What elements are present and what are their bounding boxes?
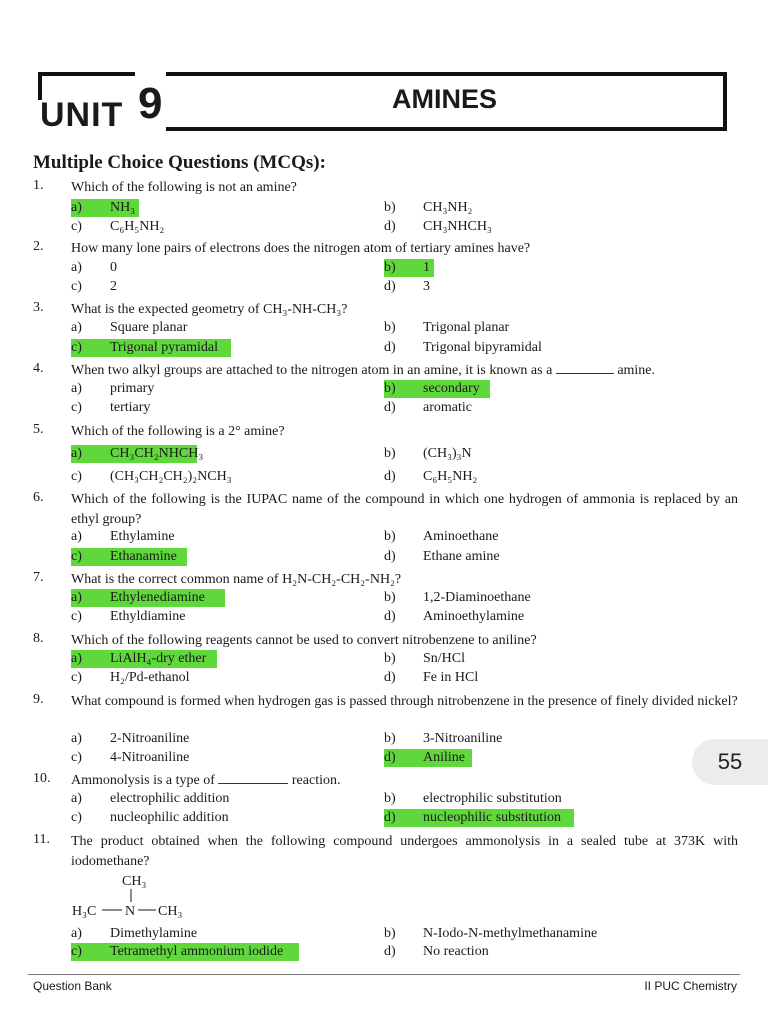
option-b: b) Trigonal planar (384, 320, 510, 335)
question-text: Which of the following is not an amine? (71, 180, 297, 195)
chemical-structure (72, 872, 202, 922)
option-d: d) Trigonal bipyramidal (384, 340, 542, 355)
footer-right: II PUC Chemistry (644, 979, 737, 993)
option-a: a) Ethylamine (71, 529, 175, 544)
footer-divider (28, 974, 740, 975)
option-c: c) Ethanamine (71, 548, 187, 566)
option-a: a) Dimethylamine (71, 926, 198, 941)
option-b: b) 3-Nitroaniline (384, 731, 503, 746)
option-a: a) Square planar (71, 320, 188, 335)
structure-diagram (72, 872, 202, 922)
structure-center: N (125, 904, 136, 919)
unit-number: 9 (138, 79, 163, 128)
option-b: b) electrophilic substitution (384, 791, 562, 806)
unit-label: UNIT (40, 96, 124, 134)
option-b: b) CH₃NH₂ (384, 200, 473, 215)
option-d: d) Ethane amine (384, 549, 500, 564)
option-c: c) 4-Nitroaniline (71, 750, 190, 765)
question-number: 6. (33, 490, 44, 505)
question-number: 4. (33, 361, 44, 376)
structure-right: CH₃ (158, 904, 183, 919)
option-a: a) 0 (71, 260, 117, 275)
option-d: d) CH₃NHCH₃ (384, 219, 492, 234)
option-c: c) Tetramethyl ammonium iodide (71, 943, 299, 961)
option-a: a) CH₃CH₂NHCH₃ (71, 446, 204, 461)
question-number: 1. (33, 178, 44, 193)
chapter-title: AMINES (391, 84, 497, 114)
option-b: b) (CH₃)₃N (384, 446, 472, 461)
question-text: Which of the following reagents cannot be used to convert nitrobenzene to aniline? (71, 633, 537, 648)
unit-frame-top (38, 72, 135, 76)
option-d: d) 3 (384, 279, 430, 294)
question-text: What is the expected geometry of CH₃-NH-CH₃? (71, 302, 348, 317)
option-b: b) N-Iodo-N-methylmethanamine (384, 926, 598, 941)
option-a: a) NH₃ (71, 199, 139, 217)
question-number: 8. (33, 631, 44, 646)
option-c: c) (CH₃CH₂CH₂)₂NCH₃ (71, 469, 232, 484)
question-number: 7. (33, 570, 44, 585)
option-b: b) Aminoethane (384, 529, 499, 544)
question-number: 9. (33, 692, 44, 707)
option-d: d) aromatic (384, 400, 472, 415)
option-b: b) 1 (384, 259, 434, 277)
question-number: 10. (33, 771, 51, 786)
question-text: What is the correct common name of H₂N-CH₂-CH₂-NH₂? (71, 572, 402, 587)
question-number: 11. (33, 832, 50, 847)
chapter-title-box (166, 72, 727, 131)
option-c: c) nucleophilic addition (71, 810, 229, 825)
question-text: Which of the following is the IUPAC name of the compound in which one hydrogen of ammonia is replaced by an ethyl group? (71, 492, 738, 527)
option-a: a) primary (71, 381, 155, 396)
section-title: Multiple Choice Questions (MCQs): (33, 152, 326, 173)
option-d: d) No reaction (384, 944, 489, 959)
option-c: c) Trigonal pyramidal (71, 339, 231, 357)
structure-left: H₃C (72, 904, 97, 919)
option-a: a) electrophilic addition (71, 791, 230, 806)
question-text: What compound is formed when hydrogen gas is passed through nitrobenzene in the presence of finely divided nickel? (71, 694, 738, 709)
option-b: b) 1,2-Diaminoethane (384, 590, 531, 605)
option-d: d) C₆H₅NH₂ (384, 469, 478, 484)
page-number: 55 (692, 739, 768, 785)
question-number: 2. (33, 239, 44, 254)
option-a: a) 2-Nitroaniline (71, 731, 190, 746)
option-c: c) C₆H₅NH₂ (71, 219, 165, 234)
option-c: c) H₂/Pd-ethanol (71, 670, 190, 685)
question-text: Which of the following is a 2° amine? (71, 424, 285, 439)
question-number: 5. (33, 422, 44, 437)
footer-left: Question Bank (33, 979, 112, 993)
option-d: d) Fe in HCl (384, 670, 479, 685)
option-d: d) nucleophilic substitution (384, 809, 574, 827)
option-b: b) Sn/HCl (384, 651, 466, 666)
option-a: a) Ethylenediamine (71, 589, 225, 607)
question-text: The product obtained when the following compound undergoes ammonolysis in a sealed tube at 373K with iodomethane? (71, 834, 738, 869)
option-c: c) 2 (71, 279, 117, 294)
structure-top: CH₃ (122, 874, 147, 889)
question-text: How many lone pairs of electrons does the nitrogen atom of tertiary amines have? (71, 241, 531, 256)
option-c: c) tertiary (71, 400, 151, 415)
question-text: When two alkyl groups are attached to the nitrogen atom in an amine, it is known as a amine. (71, 363, 656, 378)
option-a: a) LiAlH₄-dry ether (71, 650, 217, 668)
question-text: Ammonolysis is a type of reaction. (71, 773, 341, 788)
option-d: d) Aniline (384, 749, 472, 767)
option-b: b) secondary (384, 380, 490, 398)
option-c: c) Ethyldiamine (71, 609, 186, 624)
option-d: d) Aminoethylamine (384, 609, 525, 624)
question-number: 3. (33, 300, 44, 315)
